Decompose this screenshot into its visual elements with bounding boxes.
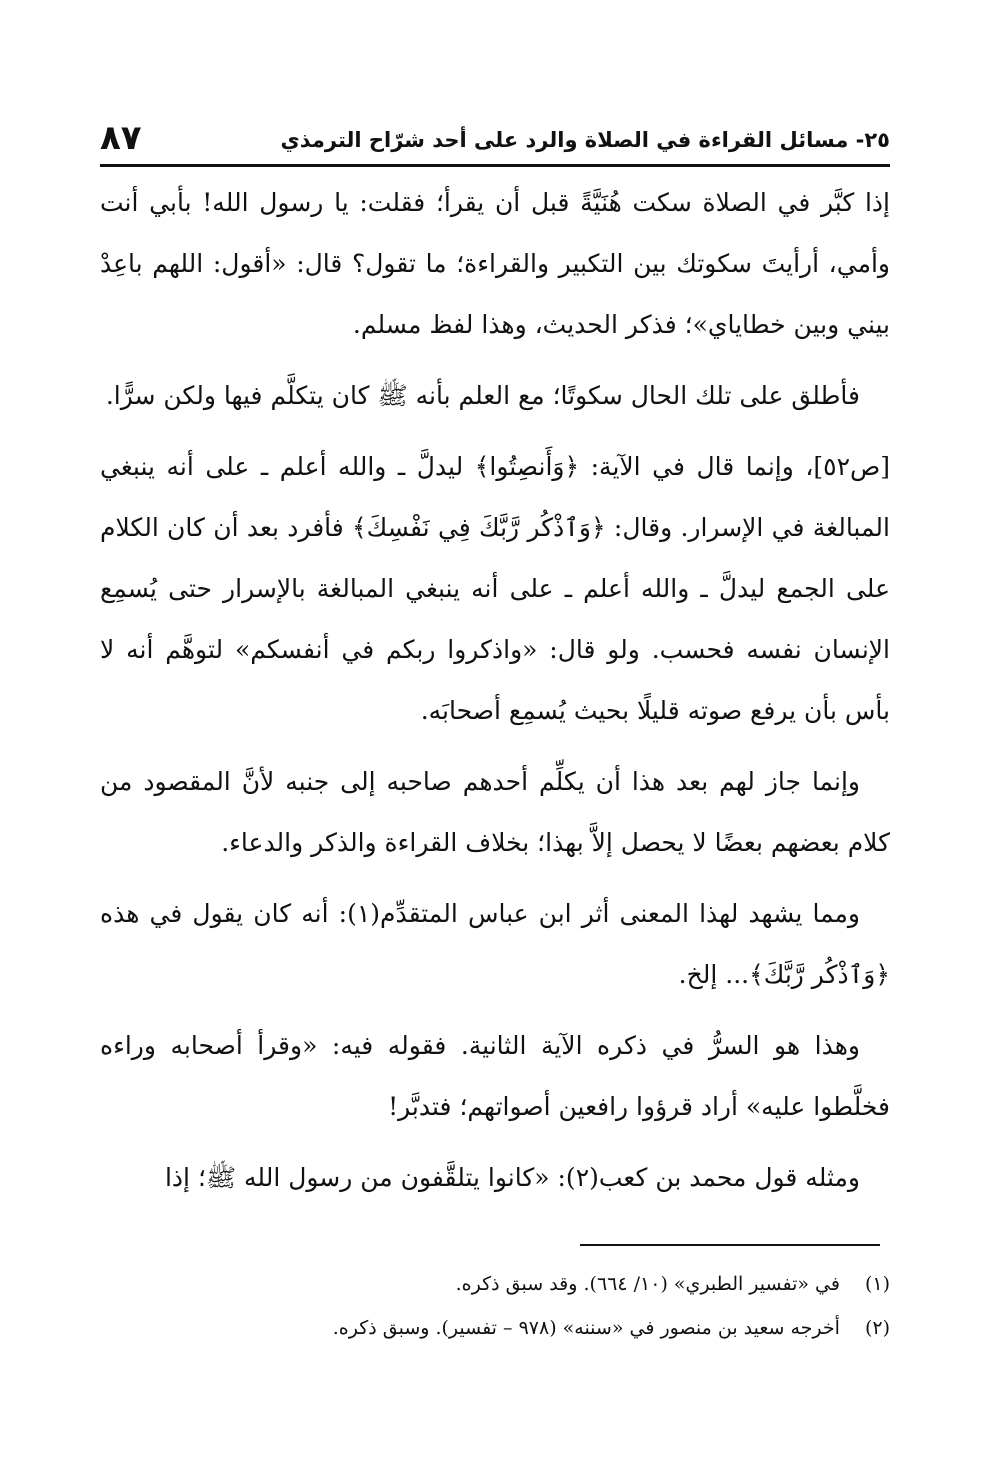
footnote-text: أخرجه سعيد بن منصور في «سننه» (٩٧٨ – تفسير). وسبق ذكره.: [332, 1317, 840, 1339]
paragraph: ومثله قول محمد بن كعب(٢): «كانوا يتلقَّفون من رسول الله ﷺ؛ إذا: [164, 1163, 860, 1192]
body-text: [100, 172, 890, 1208]
footnote-number: (١): [864, 1273, 890, 1295]
footnote: [190, 1262, 890, 1306]
paragraph: وإنما جاز لهم بعد هذا أن يكلِّم أحدهم صاحبه إلى جنبه لأنَّ المقصود من كلام بعضهم بعضًا لا يحصل إلاَّ بهذا؛ بخلاف القراءة والذكر والدعاء.: [100, 767, 890, 857]
paragraph: وهذا هو السرُّ في ذكره الآية الثانية. فقوله فيه: «وقرأ أصحابه وراءه فخلَّطوا عليه» أراد قرؤوا رافعين أصواتهم؛ فتدبَّر!: [100, 1031, 890, 1121]
footnote-rule: [580, 1244, 880, 1246]
footnotes: [190, 1262, 890, 1350]
paragraph: [ص٥٢]، وإنما قال في الآية: ﴿وَأَنصِتُوا﴾ ليدلَّ ـ والله أعلم ـ على أنه ينبغي المبالغة في الإسرار. وقال: ﴿وَٱذْكُر رَّبَّكَ فِي نَفْسِكَ﴾ فأفرد بعد أن كان الكلام على الجمع ليدلَّ ـ والله أعلم ـ على أنه ينبغي المبالغة بالإسرار حتى يُسمِع الإنسان نفسه فحسب. ولو قال: «واذكروا ربكم في أنفسكم» لتوهَّم أنه لا بأس بأن يرفع صوته قليلًا بحيث يُسمِع أصحابَه.: [100, 452, 890, 725]
running-title: ٢٥- مسائل القراءة في الصلاة والرد على أحد شرّاح الترمذي: [280, 128, 890, 152]
paragraph: فأطلق على تلك الحال سكوتًا؛ مع العلم بأنه ﷺ كان يتكلَّم فيها ولكن سرًّا.: [105, 381, 860, 410]
header-rule: [100, 164, 890, 167]
footnote: [190, 1306, 890, 1350]
book-page: [100, 112, 890, 1218]
footnote-number: (٢): [864, 1317, 890, 1339]
page-header: [100, 112, 890, 160]
footnote-text: في «تفسير الطبري» (١٠/ ٦٦٤). وقد سبق ذكره.: [455, 1273, 840, 1295]
paragraph: إذا كبَّر في الصلاة سكت هُنَيَّةً قبل أن يقرأ؛ فقلت: يا رسول الله! بأبي أنت وأمي، أرأيتَ سكوتك بين التكبير والقراءة؛ ما تقول؟ قال: «أقول: اللهم باعِدْ بيني وبين خطاياي»؛ فذكر الحديث، وهذا لفظ مسلم.: [100, 188, 890, 339]
page-number: ٨٧: [100, 118, 142, 158]
paragraph: ومما يشهد لهذا المعنى أثر ابن عباس المتقدِّم(١): أنه كان يقول في هذه ﴿وَٱذْكُر رَّبَّكَ﴾... إلخ.: [100, 899, 890, 989]
